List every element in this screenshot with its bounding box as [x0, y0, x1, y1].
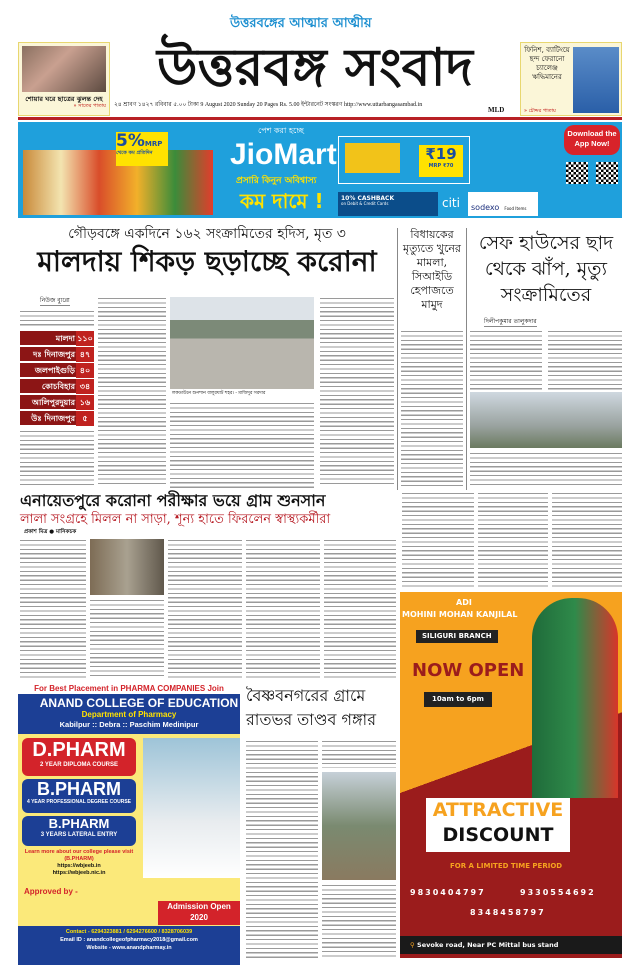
product-box — [338, 136, 470, 184]
district-count: ৫ — [76, 411, 94, 426]
college-header — [18, 694, 240, 734]
learn-more — [22, 849, 136, 877]
lead-body-col — [320, 297, 394, 487]
cashback: 10% CASHBACK — [341, 195, 395, 202]
district-row — [20, 379, 94, 394]
story4-body — [20, 539, 86, 678]
approved-by: Approved by - — [24, 887, 78, 896]
story4-body — [168, 539, 242, 678]
learn-text: Learn more about our college please visit (B.PHARM) — [24, 849, 134, 862]
ad-phone: 9330554692 — [520, 888, 596, 897]
story3-body — [470, 452, 622, 488]
story4-body — [478, 492, 548, 588]
offer-sub: থেকে কম প্রতিদিন — [116, 149, 153, 156]
course-title: B.PHARM — [48, 816, 110, 831]
column-divider — [397, 228, 398, 490]
district-count: ৩৪ — [76, 379, 94, 394]
ad-offer-box — [426, 798, 570, 852]
course-dpharm — [22, 738, 136, 776]
kanjilal-ad[interactable] — [400, 592, 622, 958]
contact-email[interactable]: Email ID : anandcollegeofpharmacy2018@gmail.com — [60, 937, 198, 943]
story2-body — [401, 330, 463, 488]
district-row — [20, 411, 94, 426]
teaser-right[interactable] — [520, 42, 622, 116]
ad-branch: SILIGURI BRANCH — [416, 630, 498, 643]
story4-body — [324, 539, 396, 678]
ad-address: Sevoke road, Near PC Mittal bus stand — [417, 941, 559, 949]
url-1[interactable]: https://wbjeeb.in — [57, 863, 101, 869]
pharma-college-ad[interactable] — [18, 683, 240, 965]
story4-body — [90, 599, 164, 678]
teaser-text: শোয়ার ঘরে ছাত্রের ঝুলন্ত দেহ — [25, 95, 103, 103]
slogan-1: প্রসারি কিনুন অবিশ্বাস্য — [236, 176, 317, 186]
college-place: Kabilpur :: Debra :: Paschim Medinipur — [59, 719, 199, 729]
course-title: B.PHARM — [37, 779, 121, 799]
college-name: ANAND COLLEGE OF EDUCATION — [39, 696, 239, 710]
offer-badge — [116, 132, 168, 166]
sodexo-sub: Food Items — [504, 206, 527, 211]
story3-body — [548, 330, 622, 390]
course-sub: 4 YEAR PROFESSIONAL DEGREE COURSE — [26, 799, 131, 805]
lead-intro-text — [20, 310, 94, 327]
story4-headline: এনায়েতপুরে করোনা পরীক্ষার ভয়ে গ্রাম শুনসান — [20, 491, 326, 510]
ad-address-bar — [400, 936, 622, 954]
teaser-page: » সাতের পাতায় — [73, 103, 106, 109]
download-app-button[interactable]: Download the App Now! — [564, 125, 620, 155]
lead-headline: মালদায় শিকড় ছড়াচ্ছে করোনা — [37, 245, 377, 278]
teaser-left[interactable] — [18, 42, 110, 116]
district-count: ১৬ — [76, 395, 94, 410]
presents: পেশ করা হচ্ছে — [258, 126, 304, 135]
price: ₹19 — [425, 145, 457, 163]
story2-headline: বিধায়কের মৃত্যুতে খুনের মামলা, সিআইডি হেপাজতে মামুদ — [403, 228, 461, 311]
url-2[interactable]: https://wbjeeb.nic.in — [52, 870, 106, 876]
ad-period: FOR A LIMITED TIME PERIOD — [450, 862, 563, 870]
ad-brand: MOHINI MOHAN KANJILAL — [402, 610, 518, 619]
district-count: ৪৭ — [76, 347, 94, 362]
sodexo-box — [468, 192, 538, 216]
story4-columns — [20, 539, 398, 678]
district-name: জলপাইগুড়ি — [34, 366, 75, 375]
offer-unit: MRP — [144, 140, 163, 148]
story5-body — [322, 740, 396, 768]
contact-box — [18, 926, 240, 965]
qr-code-icon — [596, 162, 618, 184]
district-count: ১১০ — [76, 331, 94, 346]
sodexo-logo: sodexo — [471, 203, 500, 212]
doctors-image — [143, 738, 240, 878]
story4-photo — [90, 539, 164, 595]
tagline: উত্তরবঙ্গের আত্মার আত্মীয় — [230, 16, 372, 31]
contact-website[interactable]: Website - www.anandpharmay.in — [86, 945, 172, 951]
district-row — [20, 395, 94, 410]
college-dept: Department of Pharmacy — [81, 710, 177, 720]
edition: MLD — [488, 106, 505, 114]
column-divider — [466, 228, 467, 490]
course-sub: 2 YEAR DIPLOMA COURSE — [39, 762, 118, 768]
teaser-page: » চৌদ্দর পাতায় — [524, 108, 556, 114]
district-count: ৪০ — [76, 363, 94, 378]
lead-header — [20, 224, 394, 280]
model-image — [532, 598, 618, 798]
course-title: D.PHARM — [32, 739, 126, 761]
teaser-text: ফিনিশ, ব্যাটিংয়ে ছন্দ ফেরানো চ্যালেঞ্জ ঋদ্ধিমানের — [524, 46, 570, 81]
story5-body — [246, 740, 318, 958]
story4-body — [402, 492, 474, 588]
district-row — [20, 331, 94, 346]
dateline: ২৪ শ্রাবণ ১৪২৭ রবিবার ৫.০০ টাকা 9 August 2020 Sunday 20 Pages Rs. 5.00 ইন্টারনেট সংস্করণ http://www.uttarbangasambad.in — [114, 102, 423, 108]
ad-hours: 10am to 6pm — [424, 692, 492, 707]
lead-body-col — [170, 402, 314, 488]
teaser-photo — [22, 46, 106, 92]
lead-byline: নিউজ ব্যুরো — [40, 297, 70, 304]
story3-byline: দিলীপকুমার তালুকদার — [484, 318, 537, 325]
pharma-top: For Best Placement in PHARMA COMPANIES Join — [18, 683, 240, 694]
ad-adi: ADI — [456, 598, 472, 607]
ad-phone: 8348458797 — [470, 908, 546, 917]
course-bpharm — [22, 779, 136, 813]
story3-photo — [470, 392, 622, 448]
district-row — [20, 363, 94, 378]
ad-now-open: NOW OPEN — [412, 660, 525, 681]
citi-logo: citi — [442, 196, 460, 210]
offer-value: 5% — [116, 131, 145, 151]
district-name: উঃ দিনাজপুর — [31, 414, 75, 423]
lead-kicker: গৌড়বঙ্গে একদিনে ১৬২ সংক্রামিতের হদিস, মৃত ৩ — [68, 226, 346, 242]
price-tag — [419, 145, 463, 177]
lead-body-col — [20, 430, 94, 488]
story4 — [20, 490, 398, 678]
masthead-rule — [18, 117, 622, 120]
story3-body — [470, 330, 542, 390]
district-name: আলিপুরদুয়ার — [31, 398, 75, 407]
admission-badge: Admission Open 2020 — [158, 901, 240, 925]
story5-body — [322, 884, 396, 958]
qr-code-icon — [566, 162, 588, 184]
jiomart-logo: JioMart — [230, 138, 337, 171]
mrp: MRP ₹70 — [428, 163, 454, 169]
story4-photo-col — [90, 539, 164, 678]
story3-headline: সেফ হাউসের ছাদ থেকে ঝাঁপ, মৃত্যু সংক্রামিতের — [478, 232, 614, 306]
story4-body — [552, 492, 622, 588]
lead-body-col — [98, 297, 166, 487]
jiomart-ad[interactable] — [18, 122, 622, 218]
location-pin-icon: ⚲ — [410, 941, 415, 949]
story5-photo — [322, 772, 396, 880]
contact-phones: Contact - 6294323881 / 6294276600 / 8328706039 — [65, 929, 193, 935]
ad-discount: DISCOUNT — [442, 824, 554, 846]
story5-headline: বৈষ্ণবনগরের গ্রামে রাতভর তাণ্ডব গঙ্গার — [246, 686, 376, 729]
slogan-2: কম দামে ! — [240, 189, 324, 213]
masthead-title: উত্তরবঙ্গ সংবাদ — [157, 37, 473, 98]
lead-photo — [170, 297, 314, 389]
district-row — [20, 347, 94, 362]
course-bpharm-lateral — [22, 816, 136, 846]
cashback-sub: on Debit & Credit Cards — [341, 201, 389, 207]
course-sub: 3 YEARS LATERAL ENTRY — [40, 831, 118, 838]
story4-body — [246, 539, 320, 678]
teaser-photo — [573, 47, 619, 113]
district-name: দঃ দিনাজপুর — [33, 350, 75, 359]
ad-phone: 9830404797 — [410, 888, 486, 897]
lead-photo-caption: লকডাউনে শুনশান বালুরঘাট শহর। - মাজিদুর সরদার — [172, 391, 266, 396]
story4-byline: প্রকাশ মিত্র ● মানিকচক — [24, 529, 77, 535]
ad-attractive: ATTRACTIVE — [432, 799, 564, 821]
noodles-pack — [345, 143, 400, 173]
cashback-box — [338, 192, 438, 216]
story4-subhead: লালা সংগ্রহে মিলল না সাড়া, শূন্য হাতে ফিরলেন স্বাস্থ্যকর্মীরা — [20, 512, 331, 527]
district-name: মালদা — [55, 334, 75, 343]
district-name: কোচবিহার — [41, 382, 75, 391]
